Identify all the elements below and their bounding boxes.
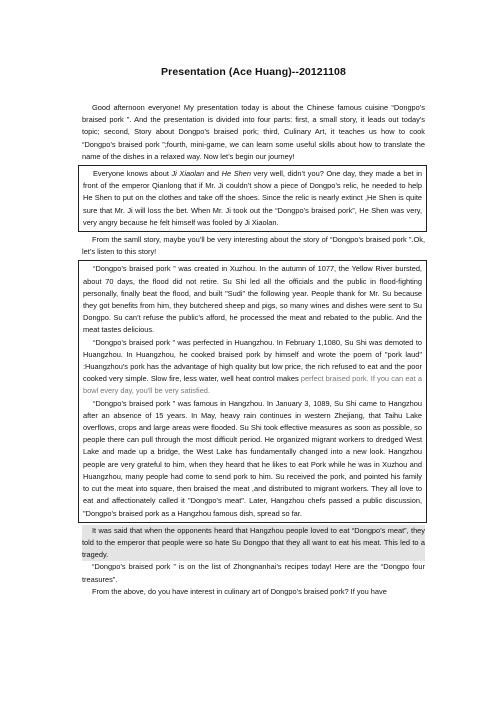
small-story-paragraph [83,168,422,229]
page-title: Presentation (Ace Huang)--20121108 [161,66,346,78]
xuzhou-paragraph: “Dongpo’s braised pork ” was created in Xuzhou. In the autumn of 1077, the Yellow River bursted, about 70 days, the flood did not retire. Su Shi led all the officials and the public in flood-fighting personally, finally beat the flood, and built "Sudi" the following year. People thank for Mr. Su because they got benefits from him, they butchered sheep and pigs, so many wines and dishes were sent to Su Dongpo. Su can’t refuse the public’s afford, he processed the meat and rebated to the public. And the meat tastes delicious. [83,264,422,335]
story-text: Everyone knows about [93,169,172,179]
history-story-box [78,260,427,522]
huangzhou-text: “Dongpo’s braised pork ” was perfected in Huangzhou. In February 1,1080, Su Shi was demoted to Huangzhou. In Huangzhou, he cooked braised pork by himself and wrote the poem of "pork laud" :Huangzhou's pork has the advantage of high quality but low price, the rich refused to eat and the poor cooked very simple. Slow fire, less water, well heat control makes [83,337,422,384]
hangzhou-paragraph: “Dongpo’s braised pork ” was famous in Hangzhou. In January 3, 1089, Su Shi came to Hangzhou after an absence of 15 years. In May, heavy rain continues in western Zhejiang, that Taihu Lake overflows, crops and large areas were flooded. Su Shi took effective measures as soon as possible, so people there can pull through the most difficult period. He organized migrant workers to dredged West Lake and made up a bridge, the West Lake has fundamentally changed into a new look. Hangzhou people are very grateful to him, when they heard that he likes to eat Pork while he was in Xuzhou and Huangzhou, many people had come to send pork to him. Su received the pork, and pointed his family to cut the meat into square, then braised the meat ,and distributed to migrant workers. They all love to eat and affectionately called it "Dongpo's meat". Later, Hangzhou chefs passed a public discussion, "Dongpo's braised pork as a Hangzhou famous dish, spread so far. [83,398,422,518]
intro-paragraph: Good afternoon everyone! My presentation today is about the Chinese famous cuisine “Dongpo’s braised pork ”. And the presentation is divided into four parts: first, a small story, it leads out today’s topic; second, Story about Dongpo’s braised pork; third, Culinary Art, it teaches us how to cook “Dongpo’s braised pork ”;fourth, mini-game, we can learn some useful skills about how to translate the name of the dishes in a relaxed way. Now let’s begin our journey! [82,103,425,161]
closing-paragraph: From the above, do you have interest in culinary art of Dongpo’s braised pork? If you have [92,586,387,596]
small-story-box [78,165,427,232]
story-text: very well, didn’t you? One day, they made a bet in front of the emperor Qianlong that if Mr. Ji couldn’t show a piece of Dongpo’s relic, he needed to help He Shen to put on the clothes and take off the shoes. Since the relic is nearly extinct ,He Shen is quite sure that Mr. Ji will loss the bet. When Mr. Ji took out the “Dongpo’s braised pork”, He Shen was very, very angry because he felt himself was fooled by Ji Xiaolan. [83,169,423,227]
story-text: and [204,169,222,179]
name-he-shen: He Shen [221,169,251,179]
name-ji-xiaolan: Ji Xiaolan [171,169,205,179]
recipe-list-paragraph: “Dongpo’s braised pork ” is on the list of Zhongnanhai’s recipes today! Here are the “Dongpo four treasures”. [82,562,425,584]
transition-paragraph: From the samll story, maybe you’ll be very interesting about the story of “Dongpo’s braised pork ”.Ok, let’s listen to this story! [82,235,425,257]
highlighted-paragraph: It was said that when the opponents heard that Hangzhou people loved to eat “Dongpo’s meat”, they told to the emperor that people were so hate Su Dongpo that they all want to eat his meat. This led to a tragedy. [82,525,425,562]
huangzhou-text-gray: perfect braised pork. If you can eat a bowl every day, you'll be very satisfied. [83,374,422,396]
huangzhou-paragraph [83,337,422,398]
